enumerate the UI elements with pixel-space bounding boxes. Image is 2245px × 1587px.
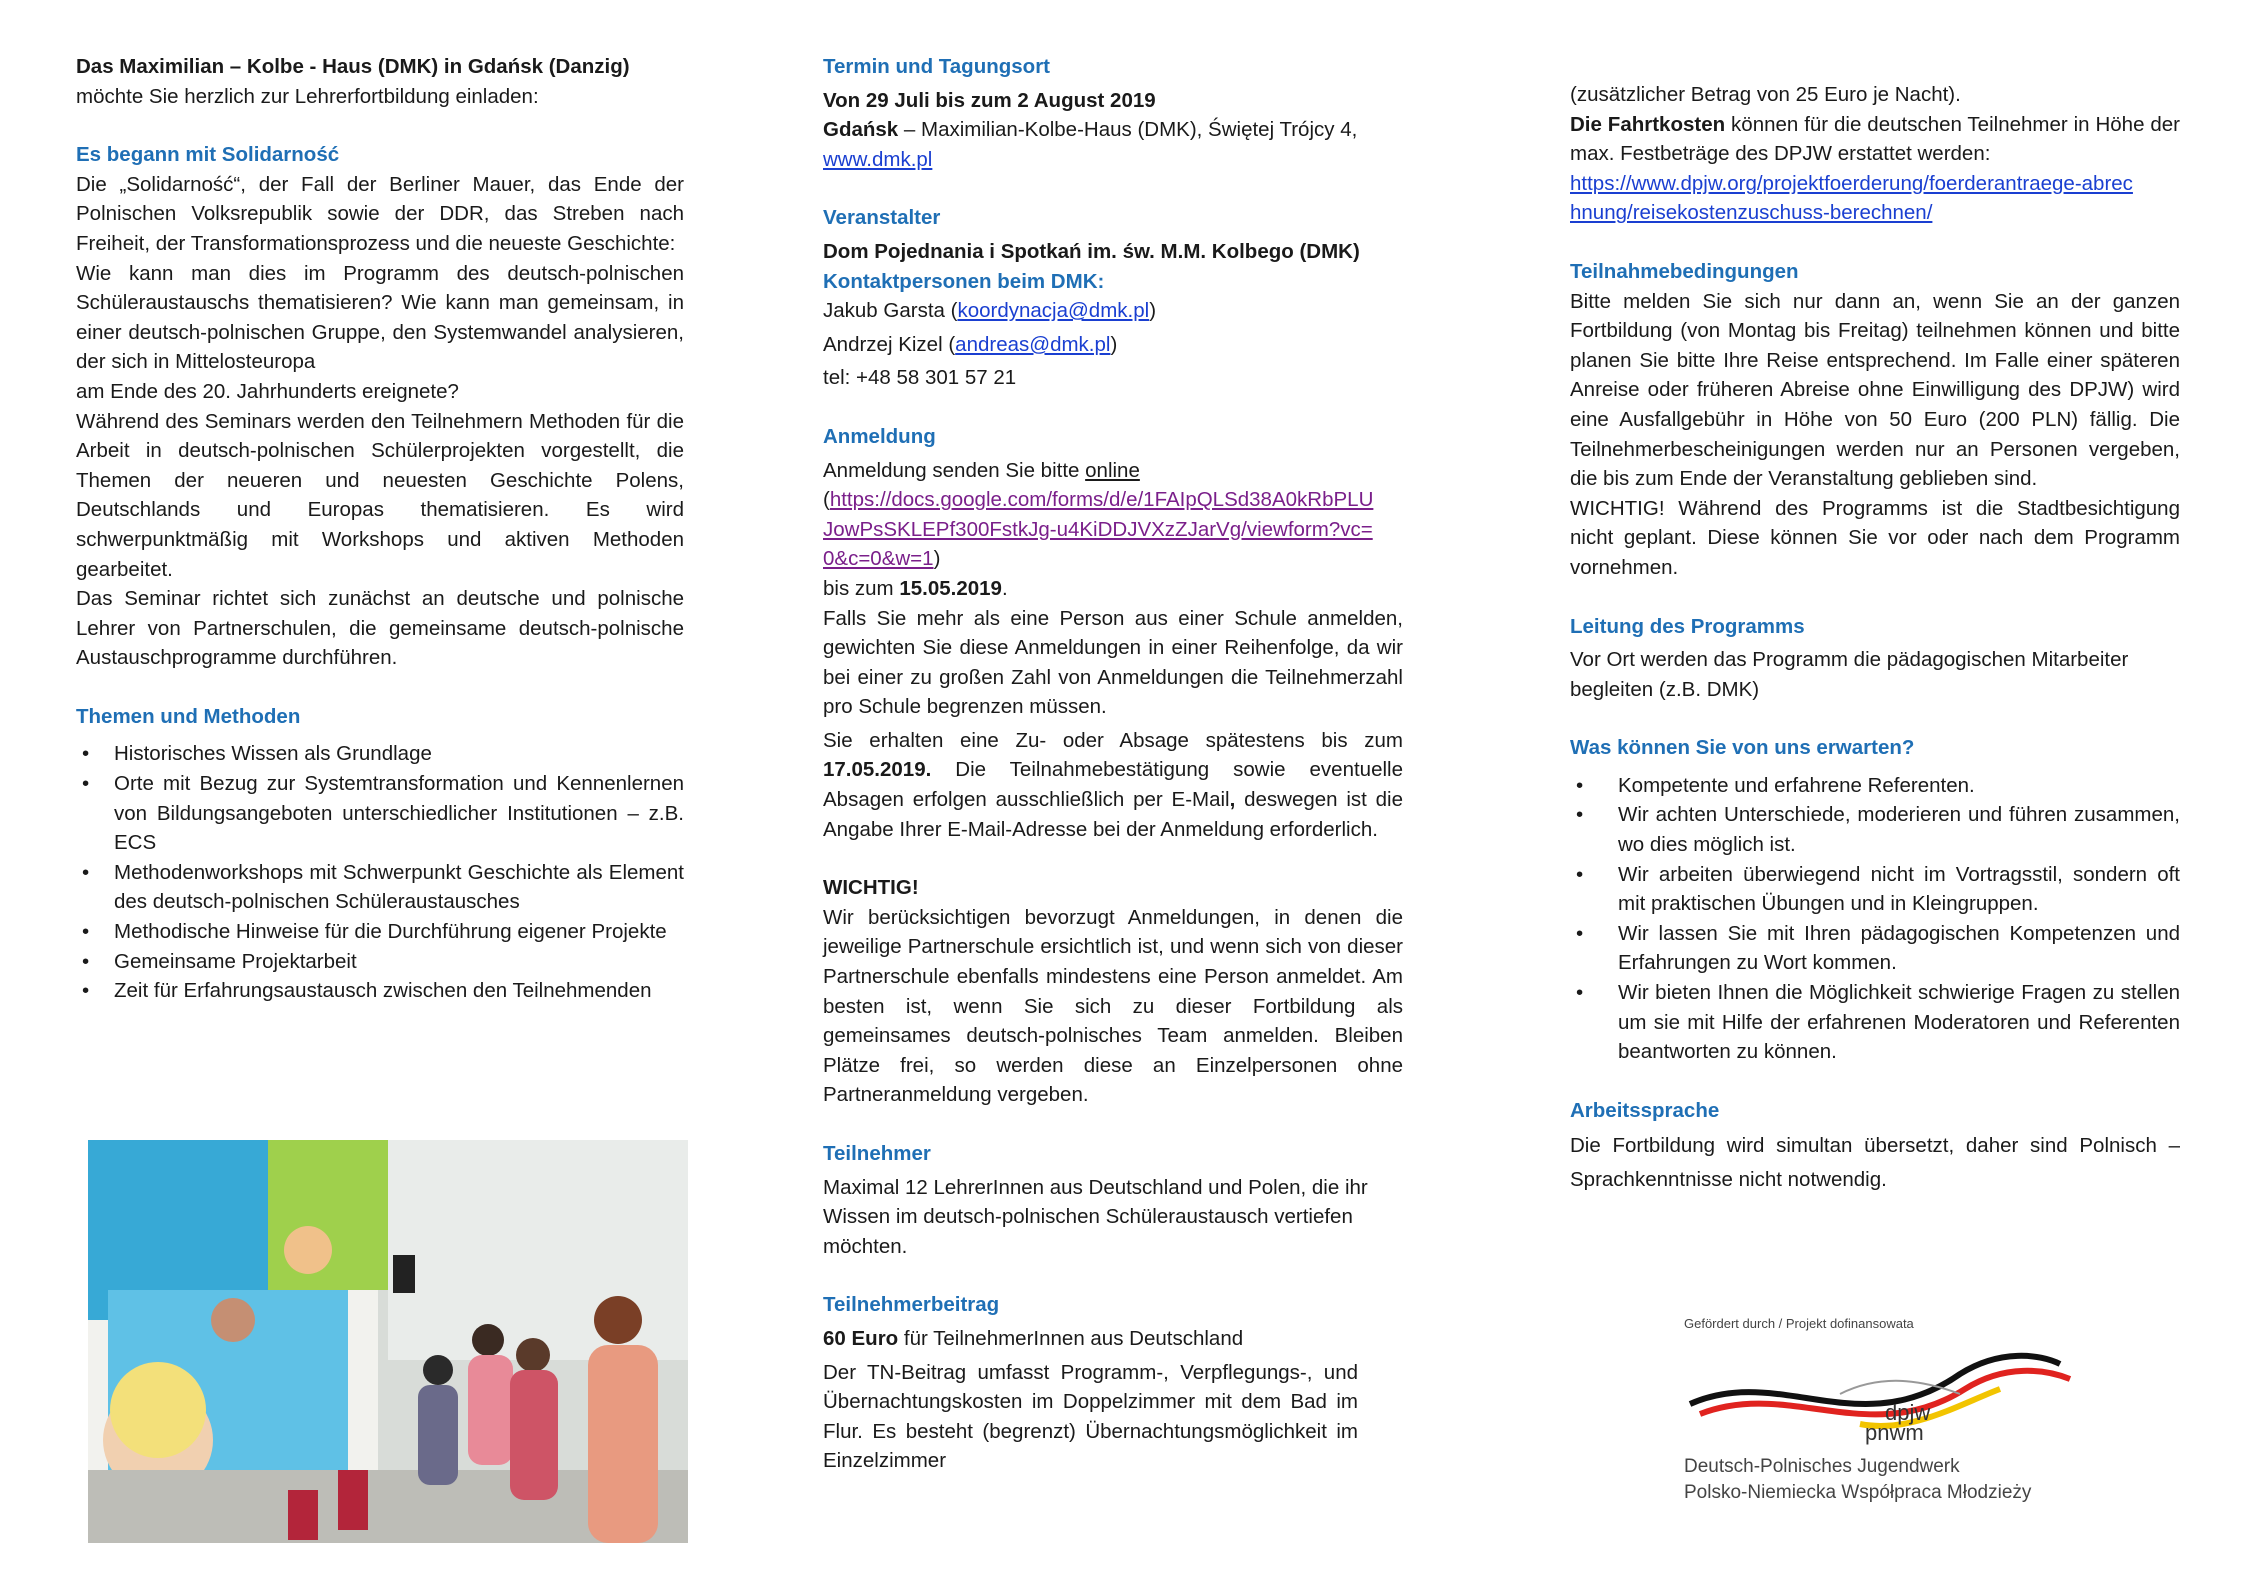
- leitung-text: Vor Ort werden das Programm die pädagogischen Mitarbeiter begleiten (z.B. DMK): [1570, 648, 2129, 701]
- list-item: • Historisches Wissen als Grundlage: [76, 739, 684, 769]
- column-left: [76, 52, 684, 1006]
- paren: (: [823, 488, 830, 512]
- heading-themen: Themen und Methoden: [76, 704, 301, 728]
- sprache-text: Die Fortbildung wird simultan übersetzt, daher sind Polnisch – Sprachkenntnisse nicht notwendig.: [1570, 1134, 2180, 1192]
- para-solidarnosc: Die „Solidarność“, der Fall der Berliner Mauer, das Ende der Polnischen Volksrepublik sowie der DDR, das Streben nach Freiheit, der Transformationsprozess und die neueste Geschichte:: [76, 172, 684, 255]
- para-question-end: am Ende des 20. Jahrhunderts ereignete?: [76, 379, 459, 403]
- reg-answer-date: 17.05.2019.: [823, 758, 932, 782]
- paren: ): [933, 547, 941, 571]
- heading-solidarnosc: Es begann mit Solidarność: [76, 143, 340, 167]
- reg-online[interactable]: online: [1085, 458, 1140, 482]
- column-right: [1570, 80, 2180, 1197]
- logo-funded-text: Gefördert durch / Projekt dofinansowata: [1684, 1316, 1914, 1331]
- heading-bedingungen: Teilnahmebedingungen: [1570, 259, 1799, 283]
- reg-answer-pre: Sie erhalten eine Zu- oder Absage spätestens bis zum: [823, 728, 1403, 752]
- reg-until-label: bis zum: [823, 576, 900, 600]
- themen-list: [76, 739, 684, 1005]
- erwarten-list: [1570, 771, 2180, 1067]
- doc-title: Das Maximilian – Kolbe - Haus (DMK) in Gdańsk (Danzig): [76, 55, 630, 78]
- fahrt-text: können für die deutschen Teilnehmer in Höhe der max. Festbeträge des DPJW erstattet werden:: [1570, 112, 2180, 166]
- organizer-name: Dom Pojednania i Spotkań im. św. M.M. Kolbego (DMK): [823, 239, 1360, 263]
- column-middle: [823, 52, 1403, 1476]
- intro-text: möchte Sie herzlich zur Lehrerfortbildung einladen:: [76, 84, 539, 108]
- fahrt-label: Die Fahrtkosten: [1570, 112, 1726, 136]
- seminar-photo: [88, 1140, 688, 1543]
- list-item: • Methodenworkshops mit Schwerpunkt Geschichte als Element des deutsch-polnischen Schüleraustausches: [76, 858, 684, 917]
- contact-name: Jakub Garsta (: [823, 299, 958, 323]
- comma: ,: [1229, 788, 1236, 812]
- bedingungen-text: Bitte melden Sie sich nur dann an, wenn Sie an der ganzen Fortbildung (von Montag bis Freitag) teilnehmen können und bitte planen Sie bitte Ihre Reise entsprechend. Im Falle einer späteren Anreise oder früheren Abreise ohne Einwilligung des DPJW) wird eine Ausfallgebühr in Höhe von 50 Euro (200 PLN) fällig. Die Teilnehmerbescheinigungen werden nur an Personen vergeben, die bis zum Ende der Veranstaltung geblieben sind.: [1570, 289, 2180, 491]
- dpjw-logo: [1660, 1310, 2120, 1530]
- logo-abbr-dpjw: dpjw: [1885, 1400, 1931, 1425]
- list-item: • Wir bieten Ihnen die Möglichkeit schwierige Fragen zu stellen um sie mit Hilfe der erfahrenen Moderatoren und Referenten beantworten zu können.: [1570, 978, 2180, 1067]
- event-date: Von 29 Juli bis zum 2 August 2019: [823, 88, 1156, 112]
- logo-name-de: Deutsch-Polnisches Jugendwerk: [1684, 1456, 1960, 1477]
- para-question: Wie kann man dies im Programm des deutsch-polnischen Schüleraustauschs thematisieren? Wie kann man gemeinsam, in einer deutsch-polnischen Gruppe, den Systemwandel analysieren, der sich in Mittelosteuropa: [76, 261, 684, 374]
- wichtig-text: Wir berücksichtigen bevorzugt Anmeldungen, in denen die jeweilige Partnerschule ersichtlich ist, und wenn sich von dieser Partnerschule ebenfalls mindestens eine Person anmeldet. Am besten ist, wenn Sie sich zu dieser Fortbildung als gemeinsames deutsch-polnisches Team anmelden. Bleiben Plätze frei, so werden diese an Einzelpersonen ohne Partneranmeldung vergeben.: [823, 905, 1403, 1107]
- para-seminar: Während des Seminars werden den Teilnehmern Methoden für die Arbeit in deutsch-polnischen Schülerprojekten vorgestellt, die Themen der neueren und neuesten Geschichte Polens, Deutschlands und Europas thematisieren. Es wird schwerpunktmäßig mit Workshops und aktiven Methoden gearbeitet.: [76, 409, 684, 581]
- dot: .: [1001, 576, 1008, 600]
- bedingungen-wichtig: WICHTIG! Während des Programms ist die Stadtbesichtigung nicht geplant. Diese können Sie vor oder nach dem Programm vornehmen.: [1570, 496, 2180, 579]
- phone-number: tel: +48 58 301 57 21: [823, 366, 1017, 390]
- list-item: • Zeit für Erfahrungsaustausch zwischen den Teilnehmenden: [76, 976, 684, 1006]
- contact-email-link[interactable]: koordynacja@dmk.pl: [957, 299, 1150, 323]
- reg-text: Anmeldung senden Sie bitte: [823, 458, 1086, 482]
- list-item: • Wir arbeiten überwiegend nicht im Vortragsstil, sondern oft mit praktischen Übungen und in Kleingruppen.: [1570, 860, 2180, 919]
- heading-teilnehmer: Teilnehmer: [823, 1142, 931, 1165]
- place-address: – Maximilian-Kolbe-Haus (DMK), Świętej Trójcy 4,: [898, 118, 1358, 142]
- heading-leitung: Leitung des Programms: [1570, 614, 1805, 638]
- registration-form-link[interactable]: https://docs.google.com/forms/d/e/1FAIpQLSd38A0kRbPLUJowPsSKLEPf300FstkJg-u4KiDDJVXzZJarVg/viewform?vc=0&c=0&w=1: [823, 488, 1374, 571]
- list-item: • Wir lassen Sie mit Ihren pädagogischen Kompetenzen und Erfahrungen zu Wort kommen.: [1570, 919, 2180, 978]
- heading-termin: Termin und Tagungsort: [823, 55, 1051, 78]
- reg-answer-mid: Die Teilnahmebestätigung sowie eventuelle Absagen erfolgen ausschließlich per E-Mail: [823, 758, 1403, 812]
- contact-name: Andrzej Kizel (: [823, 332, 956, 356]
- contact-email-link[interactable]: andreas@dmk.pl: [955, 332, 1111, 356]
- website-link[interactable]: www.dmk.pl: [823, 147, 933, 171]
- reg-deadline: 15.05.2019: [899, 576, 1002, 600]
- heading-kontakt: Kontaktpersonen beim DMK:: [823, 269, 1105, 293]
- heading-beitrag: Teilnehmerbeitrag: [823, 1293, 1000, 1317]
- logo-abbr-pnwm: pnwm: [1865, 1420, 1924, 1445]
- fee-continued: (zusätzlicher Betrag von 25 Euro je Nacht).: [1570, 83, 1961, 106]
- list-item: • Wir achten Unterschiede, moderieren und führen zusammen, wo dies möglich ist.: [1570, 800, 2180, 859]
- list-item: • Orte mit Bezug zur Systemtransformation und Kennenlernen von Bildungsangeboten unterschiedlicher Institutionen – z.B. ECS: [76, 769, 684, 858]
- heading-anmeldung: Anmeldung: [823, 424, 936, 448]
- list-item: • Kompetente und erfahrene Referenten.: [1570, 771, 2180, 801]
- reg-multiple: Falls Sie mehr als eine Person aus einer Schule anmelden, gewichten Sie diese Anmeldungen in einer Reihenfolge, da wir bei einer zu großen Zahl von Anmeldungen die Teilnehmerzahl pro Schule begrenzen müssen.: [823, 606, 1403, 719]
- logo-name-pl: Polsko-Niemiecka Współpraca Młodzieży: [1684, 1482, 2032, 1503]
- fee-target: für TeilnehmerInnen aus Deutschland: [898, 1326, 1244, 1350]
- seminar-photo-drawing: [88, 1140, 688, 1543]
- list-item: • Methodische Hinweise für die Durchführung eigener Projekte: [76, 917, 684, 947]
- place-city: Gdańsk: [823, 118, 899, 142]
- heading-veranstalter: Veranstalter: [823, 206, 941, 230]
- fahrtkosten-link[interactable]: https://www.dpjw.org/projektfoerderung/foerderantraege-abrechnung/reisekostenzuschuss-berechnen/: [1570, 171, 2133, 225]
- list-item: • Gemeinsame Projektarbeit: [76, 947, 684, 977]
- teilnehmer-text: Maximal 12 LehrerInnen aus Deutschland und Polen, die ihr Wissen im deutsch-polnischen Schüleraustausch vertiefen möchten.: [823, 1175, 1368, 1258]
- heading-sprache: Arbeitssprache: [1570, 1098, 1720, 1122]
- reg-answer-end: deswegen ist die Angabe Ihrer E-Mail-Adresse bei der Anmeldung erforderlich.: [823, 788, 1404, 841]
- para-target: Das Seminar richtet sich zunächst an deutsche und polnische Lehrer von Partnerschulen, die gemeinsame deutsch-polnische Austauschprogramme durchführen.: [76, 587, 684, 670]
- fee-amount: 60 Euro: [823, 1326, 899, 1350]
- fee-text: Der TN-Beitrag umfasst Programm-, Verpflegungs-, und Übernachtungskosten im Doppelzimmer mit dem Bad im Flur. Es besteht (begrenzt) Übernachtungsmöglichkeit im Einzelzimmer: [823, 1360, 1358, 1473]
- heading-erwarten: Was können Sie von uns erwarten?: [1570, 736, 1915, 760]
- wichtig-label: WICHTIG!: [823, 876, 919, 900]
- paren: ): [1149, 299, 1157, 323]
- paren: ): [1110, 332, 1118, 356]
